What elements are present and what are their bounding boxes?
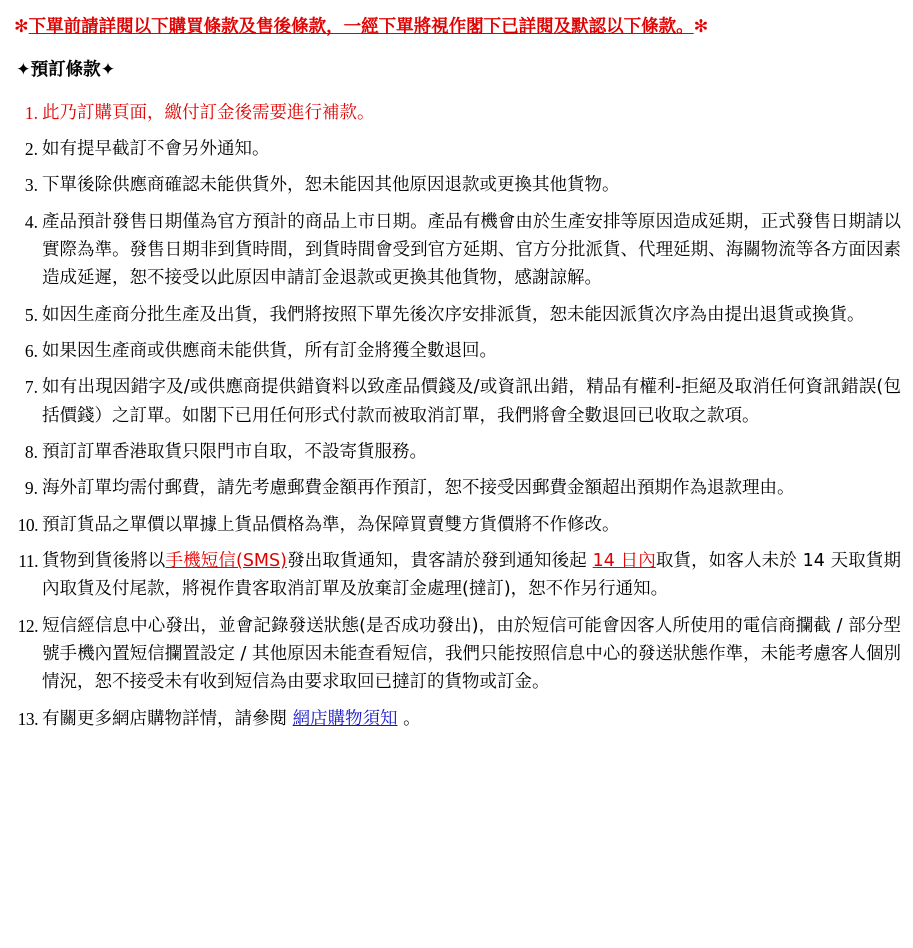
term-item-1 xyxy=(8,99,901,127)
term-item-5 xyxy=(8,301,901,329)
term-number: 8. xyxy=(24,442,38,463)
term-number: 13. xyxy=(17,708,38,729)
term-text: 如果因生產商或供應商未能供貨，所有訂金將獲全數退回。 xyxy=(42,341,497,362)
term-number: 2. xyxy=(24,138,38,159)
sms-highlight: 手機短信(SMS) xyxy=(165,551,287,572)
term-text: 海外訂單均需付郵費，請先考慮郵費金額再作預訂，恕不接受因郵費金額超出預期作為退款理由。 xyxy=(42,478,795,499)
term-item-7 xyxy=(8,373,901,430)
term-number: 4. xyxy=(24,211,38,232)
term-number: 12. xyxy=(17,615,38,636)
top-warning-text: 下單前請詳閱以下購買條款及售後條款，一經下單將視作閣下已詳閱及默認以下條款。 xyxy=(28,17,694,37)
term-text: 預訂訂單香港取貨只限門市自取，不設寄貨服務。 xyxy=(42,442,427,463)
star-right-icon: ✻ xyxy=(693,17,709,37)
term-text-part: 發出取貨通知，貴客請於發到通知後起 xyxy=(286,551,593,572)
term-number: 5. xyxy=(24,304,38,325)
term-text: 預訂貨品之單價以單據上貨品價格為準，為保障買賣雙方貨價將不作修改。 xyxy=(42,514,620,535)
term-text-part: 有關更多網店購物詳情，請參閱 xyxy=(42,708,293,729)
term-text xyxy=(42,551,901,599)
term-item-6 xyxy=(8,337,901,365)
term-item-13 xyxy=(8,705,901,733)
term-text: 短信經信息中心發出，並會記錄發送狀態(是否成功發出)，由於短信可能會因客人所使用的電信商攔截 / 部分型號手機內置短信攔置設定 / 其他原因未能查看短信，我們只能按照信息中心的發送狀態作準，未能考慮客人個別情況，恕不接受未有收到短信為由要求取回已撻訂的貨物或訂金。 xyxy=(42,615,901,693)
term-text: 如有提早截訂不會另外通知。 xyxy=(42,138,270,159)
term-item-3 xyxy=(8,171,901,199)
term-text: 此乃訂購頁面，繳付訂金後需要進行補款。 xyxy=(42,102,375,123)
term-number: 11. xyxy=(18,551,38,572)
term-item-9 xyxy=(8,474,901,502)
term-number: 7. xyxy=(24,377,38,398)
terms-list xyxy=(8,99,901,734)
term-number: 1. xyxy=(24,102,38,123)
term-text xyxy=(42,709,421,729)
term-text-part: 取貨，如客人未於 14 天取貨期內取貨及付尾款，將視作貴客取消訂單及放棄訂金處理(撻訂)，恕不作另行通知。 xyxy=(42,551,901,600)
term-item-2 xyxy=(8,135,901,163)
term-number: 9. xyxy=(24,478,38,499)
term-text: 下單後除供應商確認未能供貨外，恕未能因其他原因退款或更換其他貨物。 xyxy=(42,175,620,196)
term-number: 6. xyxy=(24,341,38,362)
star-left-icon: ✻ xyxy=(14,17,29,37)
term-text: 如有出現因錯字及/或供應商提供錯資料以致產品價錢及/或資訊出錯，精品有權利-拒絕及取消任何資訊錯誤(包括價錢）之訂單。如閣下已用任何形式付款而被取消訂單，我們將會全數退回已收取之款項。 xyxy=(42,377,901,426)
term-number: 3. xyxy=(24,175,38,196)
term-item-11 xyxy=(8,547,901,604)
term-item-10 xyxy=(8,511,901,539)
term-number: 10. xyxy=(17,514,38,535)
term-text: 產品預計發售日期僅為官方預計的商品上市日期。產品有機會由於生產安排等原因造成延期，正式發售日期請以實際為準。發售日期非到貨時間，到貨時間會受到官方延期、官方分批派貨、代理延期、海關物流等各方面因素造成延遲，恕不接受以此原因申請訂金退款或更換其他貨物，感謝諒解。 xyxy=(42,211,901,289)
term-item-12 xyxy=(8,612,901,697)
section-title-preorder-terms: ✦預訂條款✦ xyxy=(16,59,116,80)
term-text-part: 貨物到貨後將以 xyxy=(42,551,166,572)
pickup-period-highlight: 14 日內 xyxy=(592,551,656,572)
term-item-4 xyxy=(8,208,901,293)
term-text: 如因生產商分批生產及出貨，我們將按照下單先後次序安排派貨，恕未能因派貨次序為由提出退貨或換貨。 xyxy=(42,304,865,325)
term-item-8 xyxy=(8,438,901,466)
term-text-part: 。 xyxy=(397,708,421,729)
top-warning-banner xyxy=(14,16,901,40)
shopping-guide-link[interactable]: 網店購物須知 xyxy=(292,708,398,729)
